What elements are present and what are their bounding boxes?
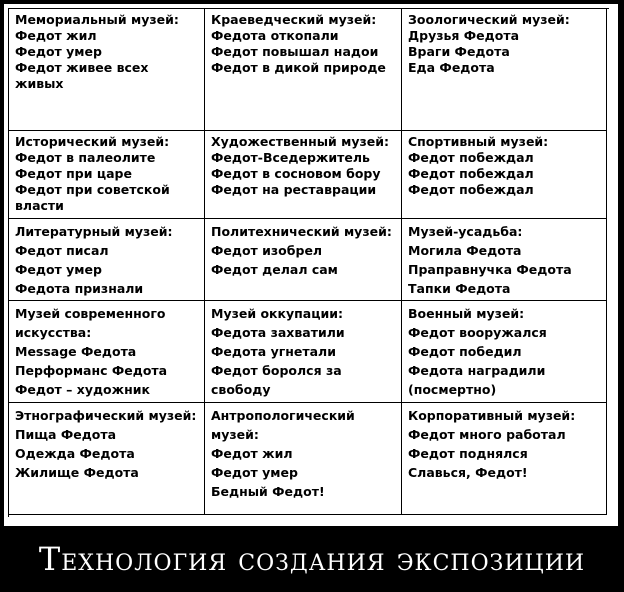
museum-line: Федот в палеолите bbox=[15, 150, 156, 165]
museum-cell-occupation bbox=[205, 301, 402, 403]
museum-line: Федот в сосновом бору bbox=[211, 166, 381, 181]
museum-cell-historical bbox=[9, 131, 205, 219]
museum-title: Музей-усадьба: bbox=[408, 224, 523, 239]
museum-line: Федот – художник bbox=[15, 382, 150, 397]
museum-title: Исторический музей: bbox=[15, 134, 170, 149]
museum-line: Одежда Федота bbox=[15, 446, 135, 461]
museum-title: Зоологический музей: bbox=[408, 12, 570, 27]
poster-caption: Технология создания экспозиции bbox=[38, 540, 586, 578]
museum-cell-polytechnic bbox=[205, 219, 402, 301]
museum-title: Литературный музей: bbox=[15, 224, 173, 239]
museum-grid bbox=[8, 8, 609, 517]
museum-line: Федот вооружался bbox=[408, 325, 547, 340]
museum-cell-military bbox=[402, 301, 607, 403]
museum-line: Федота откопали bbox=[211, 28, 339, 43]
museum-line: Федот жил bbox=[211, 446, 293, 461]
museum-line: Федот-Вседержитель bbox=[211, 150, 370, 165]
museum-line: Федот умер bbox=[15, 262, 102, 277]
museum-line: Федот живее всех живых bbox=[15, 60, 149, 91]
museum-line: Федот побеждал bbox=[408, 182, 534, 197]
museum-line: Тапки Федота bbox=[408, 281, 511, 296]
museum-line: Федота наградили (посмертно) bbox=[408, 363, 546, 397]
museum-line: Федота угнетали bbox=[211, 344, 336, 359]
museum-line: Пища Федота bbox=[15, 427, 117, 442]
museum-title: Корпоративный музей: bbox=[408, 408, 576, 423]
museum-title: Спортивный музей: bbox=[408, 134, 549, 149]
museum-cell-zoological bbox=[402, 9, 607, 131]
museum-line: Враги Федота bbox=[408, 44, 510, 59]
museum-line: Славься, Федот! bbox=[408, 465, 528, 480]
museum-line: Федота признали bbox=[15, 281, 144, 296]
museum-cell-contemporary-art bbox=[9, 301, 205, 403]
museum-cell-memorial bbox=[9, 9, 205, 131]
museum-line: Федот писал bbox=[15, 243, 109, 258]
museum-line: Могила Федота bbox=[408, 243, 522, 258]
museum-line: Жилище Федота bbox=[15, 465, 139, 480]
museum-title: Художественный музей: bbox=[211, 134, 389, 149]
museum-line: Федот боролся за свободу bbox=[211, 363, 342, 397]
museum-line: Друзья Федота bbox=[408, 28, 520, 43]
museum-line: Федот поднялся bbox=[408, 446, 528, 461]
museum-title: Политехнический музей: bbox=[211, 224, 392, 239]
museum-cell-anthropological bbox=[205, 403, 402, 515]
museum-line: Перформанс Федота bbox=[15, 363, 168, 378]
museum-line: Федот при царе bbox=[15, 166, 132, 181]
museum-line: Федот умер bbox=[211, 465, 298, 480]
museum-title: Краеведческий музей: bbox=[211, 12, 377, 27]
museum-line: Message Федота bbox=[15, 344, 137, 359]
museum-cell-estate bbox=[402, 219, 607, 301]
museum-line: Федот изобрел bbox=[211, 243, 323, 258]
museum-title: Этнографический музей: bbox=[15, 408, 197, 423]
museum-line: Бедный Федот! bbox=[211, 484, 325, 499]
museum-title: Музей современного искусства: bbox=[15, 306, 166, 340]
museum-line: Федот побеждал bbox=[408, 150, 534, 165]
museum-line: Федот при советской власти bbox=[15, 182, 170, 213]
museum-line: Федот делал сам bbox=[211, 262, 338, 277]
museum-line: Федот в дикой природе bbox=[211, 60, 386, 75]
museum-title: Антропологический музей: bbox=[211, 408, 355, 442]
museum-line: Федот на реставрации bbox=[211, 182, 377, 197]
museum-line: Федот повышал надои bbox=[211, 44, 379, 59]
museum-title: Военный музей: bbox=[408, 306, 525, 321]
museum-title: Мемориальный музей: bbox=[15, 12, 179, 27]
museum-line: Федот умер bbox=[15, 44, 102, 59]
museum-cell-local-history bbox=[205, 9, 402, 131]
museum-line: Федот много работал bbox=[408, 427, 566, 442]
museum-cell-corporate bbox=[402, 403, 607, 515]
museum-cell-art bbox=[205, 131, 402, 219]
museum-line: Федот побеждал bbox=[408, 166, 534, 181]
museum-line: Федот победил bbox=[408, 344, 522, 359]
museum-title: Музей оккупации: bbox=[211, 306, 343, 321]
museum-line: Федота захватили bbox=[211, 325, 345, 340]
museum-cell-ethnographic bbox=[9, 403, 205, 515]
museum-line: Федот жил bbox=[15, 28, 97, 43]
museum-cell-literary bbox=[9, 219, 205, 301]
museum-line: Еда Федота bbox=[408, 60, 495, 75]
museum-line: Праправнучка Федота bbox=[408, 262, 572, 277]
museum-cell-sports bbox=[402, 131, 607, 219]
